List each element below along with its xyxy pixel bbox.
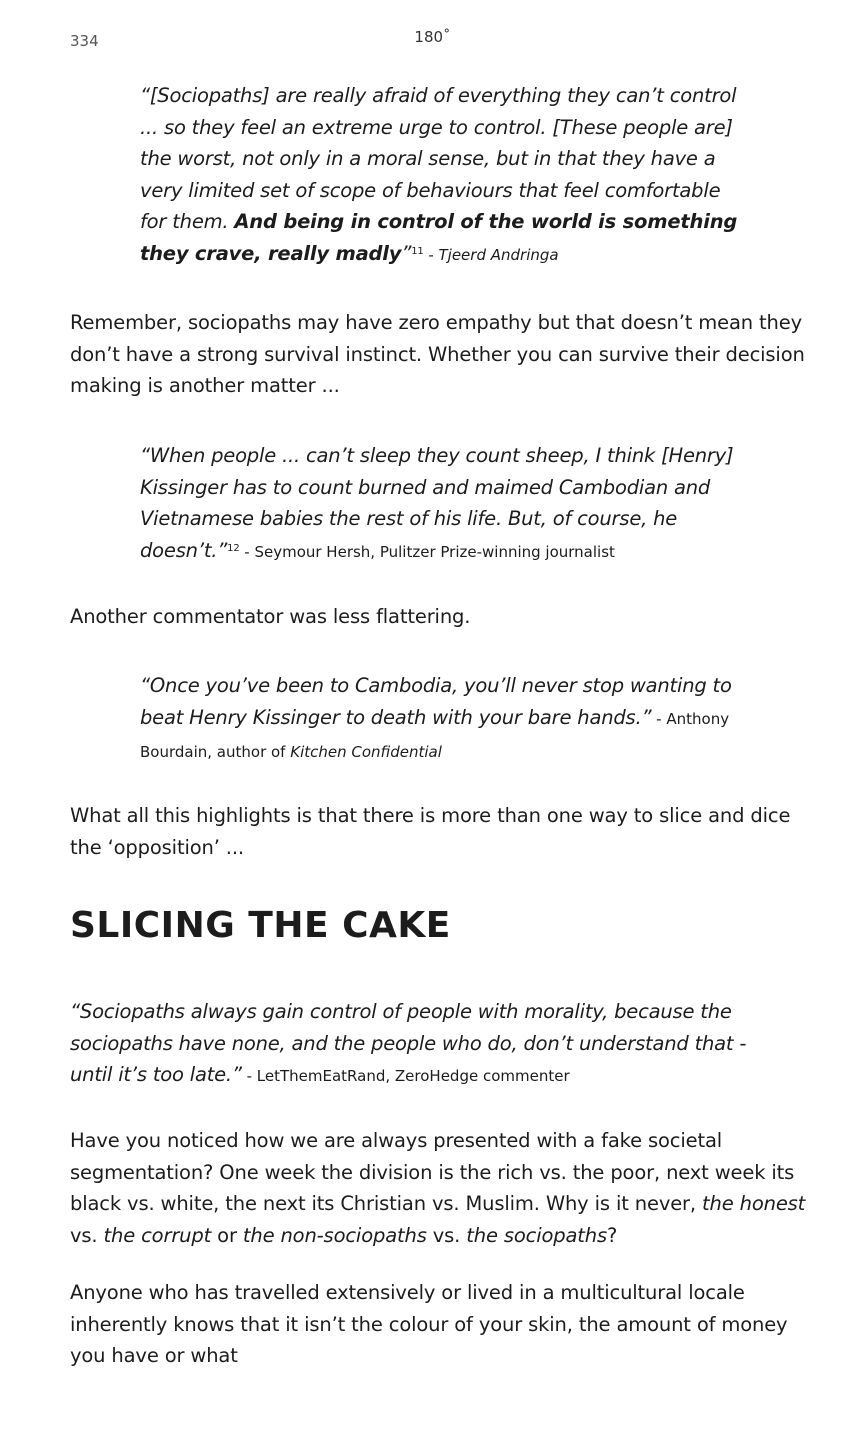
quote-hersh — [140, 440, 740, 568]
segmentation-em-non-sociopaths: the non-sociopaths — [242, 1223, 427, 1247]
running-head: 180˚ — [414, 28, 451, 46]
quote-andringa-dash: - — [423, 245, 439, 264]
quote-letthemeatrand — [70, 996, 760, 1093]
paragraph-segmentation — [70, 1125, 815, 1264]
paragraph-multicultural — [70, 1277, 815, 1385]
segmentation-part3: or — [211, 1223, 243, 1247]
paragraph-survival — [70, 307, 812, 415]
segmentation-part5: ? — [607, 1223, 618, 1247]
quote-bourdain — [140, 670, 740, 769]
paragraph-commentator — [70, 601, 812, 646]
paragraph-highlights-text: What all this highlights is that there is more than one way to slice and dice the ‘opposition’ ... — [70, 804, 791, 859]
quote-andringa-attribution: Tjeerd Andringa — [438, 245, 559, 264]
segmentation-em-corrupt: the corrupt — [103, 1223, 212, 1247]
paragraph-survival-text: Remember, sociopaths may have zero empathy but that doesn’t mean they don’t have a strong survival instinct. Whether you can survive their decision making is another matter ... — [70, 311, 805, 397]
quote-bourdain-text: “Once you’ve been to Cambodia, you’ll never stop wanting to beat Henry Kissinger to death with your bare hands.” — [140, 674, 732, 729]
paragraph-commentator-text: Another commentator was less flattering. — [70, 605, 471, 628]
segmentation-part2: vs. — [70, 1223, 104, 1247]
segmentation-em-honest: the honest — [702, 1192, 806, 1215]
footnote-11[interactable]: 11 — [411, 245, 424, 257]
quote-bourdain-attribution: - Anthony Bourdain, author of — [140, 709, 730, 761]
paragraph-multicultural-text: Anyone who has travelled extensively or lived in a multicultural locale inherently knows that it isn’t the colour of your skin, the amount of money you have or what — [70, 1281, 788, 1367]
paragraph-highlights — [70, 800, 812, 876]
segmentation-part1: Have you noticed how we are always presented with a fake societal segmentation? One week the division is the rich vs. the poor, next week its black vs. white, the next its Christian vs. Muslim. Why is it never, — [70, 1129, 795, 1215]
quote-andringa-text: “[Sociopaths] are really afraid of everything they can’t control ... so they feel an extreme urge to control. [These people are] the worst, not only in a moral sense, but in that they have a very limited set of scope of behaviours that feel comfortable for them. — [140, 84, 737, 233]
footnote-12[interactable]: 12 — [227, 542, 240, 554]
segmentation-em-sociopaths: the sociopaths — [466, 1223, 608, 1247]
quote-hersh-attribution: - Seymour Hersh, Pulitzer Prize-winning journalist — [239, 542, 615, 561]
quote-letthemeatrand-text: “Sociopaths always gain control of people with morality, because the sociopaths have none, and the people who do, don’t understand that - until it’s too late.” — [70, 1000, 747, 1086]
section-heading: SLICING THE CAKE — [70, 905, 451, 946]
paragraph-segmentation-text — [70, 1125, 815, 1251]
segmentation-part4: vs. — [426, 1223, 467, 1247]
quote-andringa-close: ” — [401, 241, 412, 265]
page-number: 334 — [70, 32, 99, 50]
quote-hersh-text: “When people ... can’t sleep they count sheep, I think [Henry] Kissinger has to count burned and maimed Cambodian and Vietnamese babies the rest of his life. But, of course, he doesn’t.” — [140, 444, 734, 562]
quote-bourdain-book: Kitchen Confidential — [290, 743, 442, 761]
quote-letthemeatrand-attribution: - LetThemEatRand, ZeroHedge commenter — [241, 1067, 570, 1085]
quote-andringa-bold: And being in control of the world is something they crave, really madly — [140, 210, 738, 265]
quote-andringa — [140, 80, 740, 271]
